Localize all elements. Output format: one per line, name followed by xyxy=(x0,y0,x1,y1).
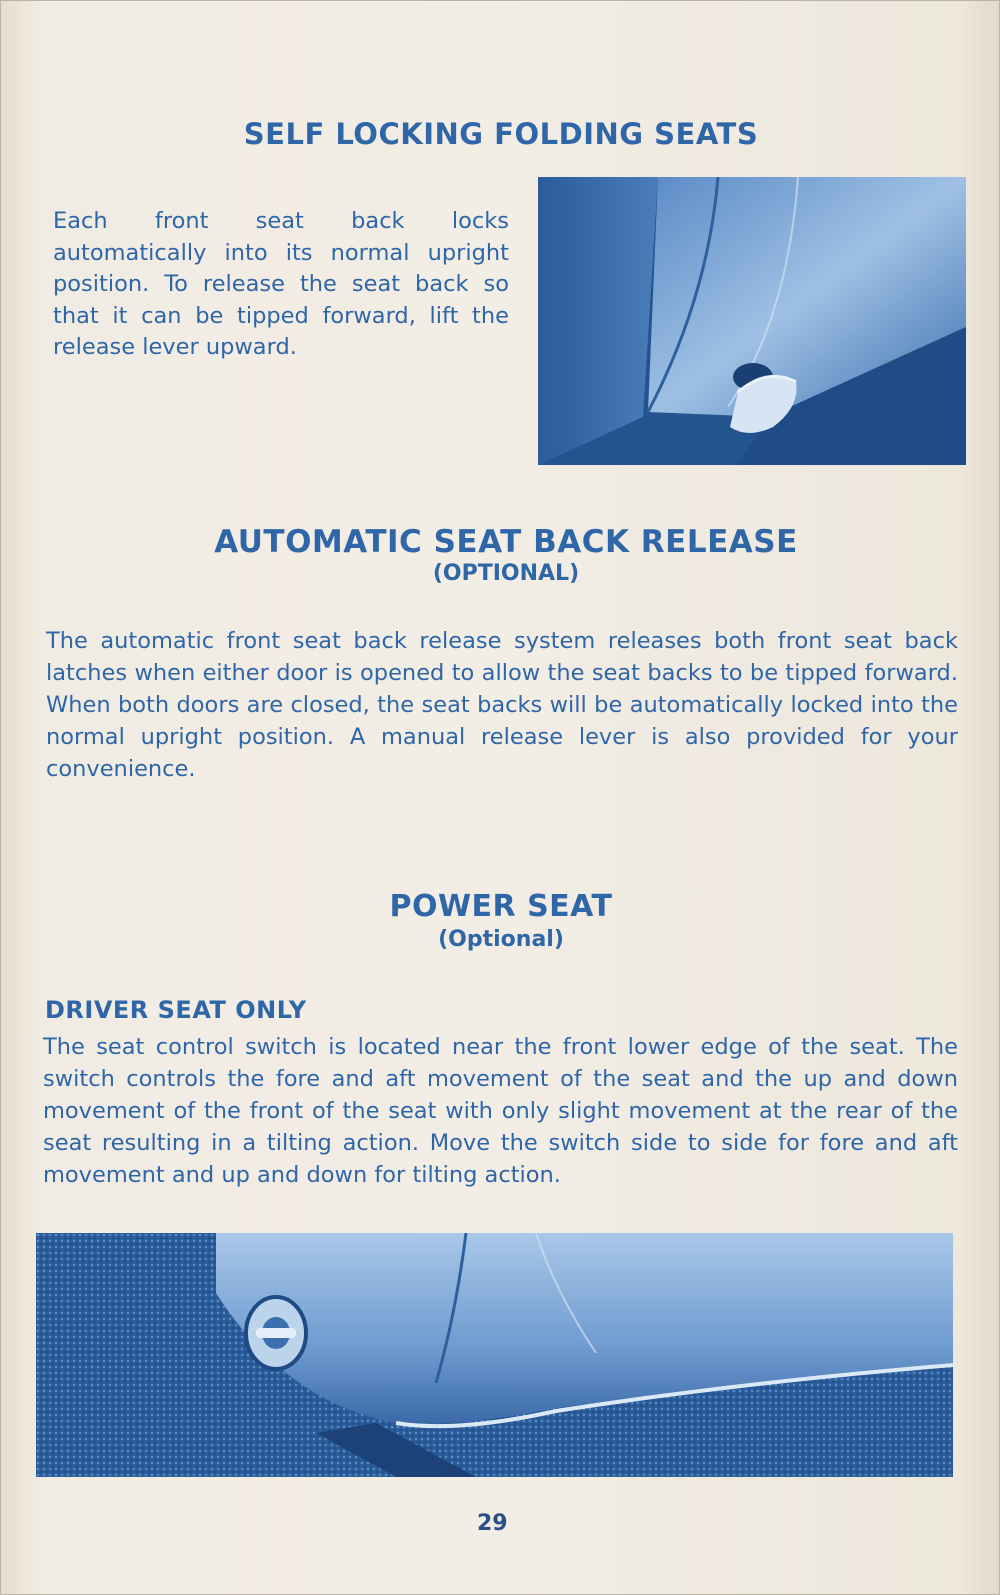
seat-lever-illustration xyxy=(538,177,966,465)
power-seat-paragraph: The seat control switch is located near the front lower edge of the seat. The switch controls the fore and aft movement of the seat and the up and down movement of the front of the seat with only slight movement at the rear of the seat resulting in a tilting action. Move the switch side to side for fore and aft movement and up and down for tilting action. xyxy=(43,1034,958,1188)
folding-seats-paragraph: Each front seat back locks automatically into its normal upright position. To release the seat back so that it can be tipped forward, lift the release lever upward. xyxy=(53,208,509,360)
heading-self-locking-folding-seats: SELF LOCKING FOLDING SEATS xyxy=(243,117,759,151)
seat-release-lever-photo xyxy=(538,177,966,465)
power-optional-label: (Optional) xyxy=(438,927,564,952)
power-seat-switch-photo xyxy=(36,1233,953,1477)
page-number: 29 xyxy=(477,1511,508,1536)
power-seat-illustration xyxy=(36,1233,953,1477)
heading-power-seat: POWER SEAT xyxy=(389,889,613,924)
release-paragraph: The automatic front seat back release system releases both front seat back latches when either door is opened to allow the seat backs to be tipped forward. When both doors are closed, the seat backs will be automatically locked into the normal upright position. A manual release lever is also provided for your convenience. xyxy=(46,628,958,782)
driver-seat-only-subheading: DRIVER SEAT ONLY xyxy=(45,996,307,1024)
heading-automatic-seat-back-release: AUTOMATIC SEAT BACK RELEASE xyxy=(214,524,798,560)
release-optional-label: (OPTIONAL) xyxy=(432,561,580,586)
